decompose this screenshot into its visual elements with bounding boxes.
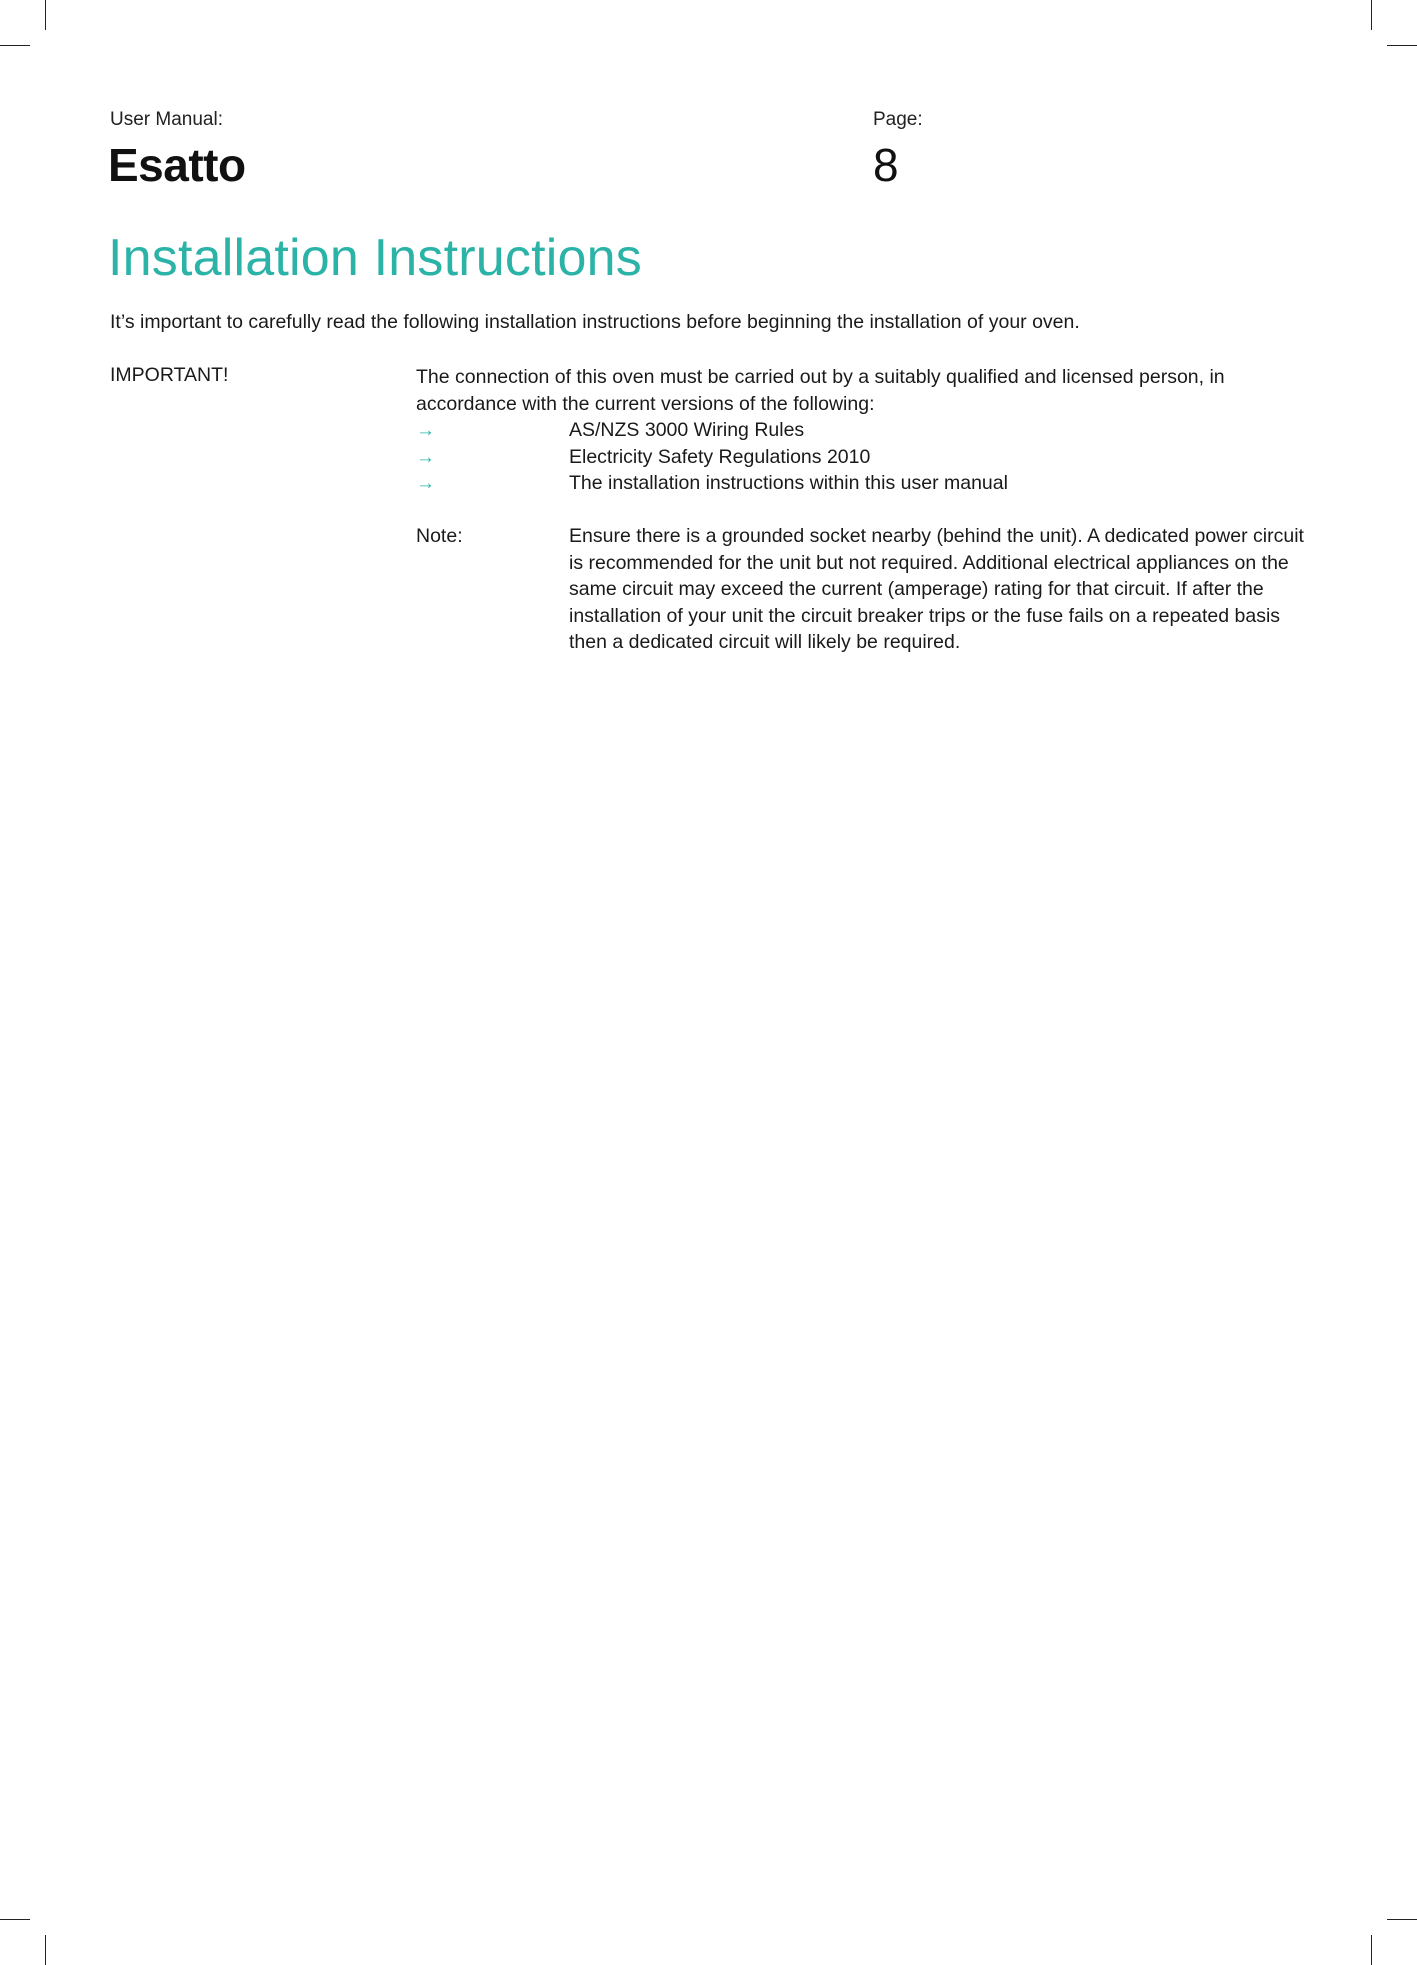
list-item-text: The installation instructions within this user manual bbox=[569, 472, 1008, 494]
crop-mark bbox=[1387, 1919, 1417, 1920]
crop-mark bbox=[1387, 45, 1417, 46]
important-label: IMPORTANT! bbox=[110, 364, 229, 386]
note-label: Note: bbox=[416, 525, 463, 547]
page-number: 8 bbox=[873, 139, 899, 191]
arrow-right-icon: → bbox=[416, 446, 435, 468]
manual-title: Esatto bbox=[108, 139, 246, 191]
manual-label: User Manual: bbox=[110, 109, 223, 130]
crop-mark bbox=[45, 0, 46, 30]
crop-mark bbox=[0, 45, 30, 46]
page-title: Installation Instructions bbox=[108, 229, 642, 287]
requirements-list bbox=[416, 417, 1008, 497]
crop-mark bbox=[45, 1935, 46, 1965]
list-item-text: AS/NZS 3000 Wiring Rules bbox=[569, 419, 805, 441]
note-text: Ensure there is a grounded socket nearby (behind the unit). A dedicated power circuit is recommended for the unit but not required. Additional electrical appliances on the same circuit may exceed the current (amperage) rating for that circuit. If after the installation of your unit the circuit breaker trips or the fuse fails on a repeated basis then a dedicated circuit will likely be required. bbox=[569, 525, 1304, 653]
crop-mark bbox=[0, 1919, 30, 1920]
crop-mark bbox=[1371, 1935, 1372, 1965]
intro-paragraph: It’s important to carefully read the following installation instructions before beginning the installation of your oven. bbox=[110, 311, 1080, 333]
page-label: Page: bbox=[873, 109, 923, 130]
important-text: The connection of this oven must be carried out by a suitably qualified and licensed person, in accordance with the current versions of the following: bbox=[416, 366, 1225, 415]
list-item bbox=[416, 444, 1008, 471]
list-item-text: Electricity Safety Regulations 2010 bbox=[569, 445, 871, 468]
arrow-right-icon: → bbox=[416, 473, 435, 494]
arrow-right-icon: → bbox=[416, 420, 435, 441]
list-item bbox=[416, 470, 1008, 497]
list-item bbox=[416, 417, 1008, 444]
crop-mark bbox=[1371, 0, 1372, 30]
